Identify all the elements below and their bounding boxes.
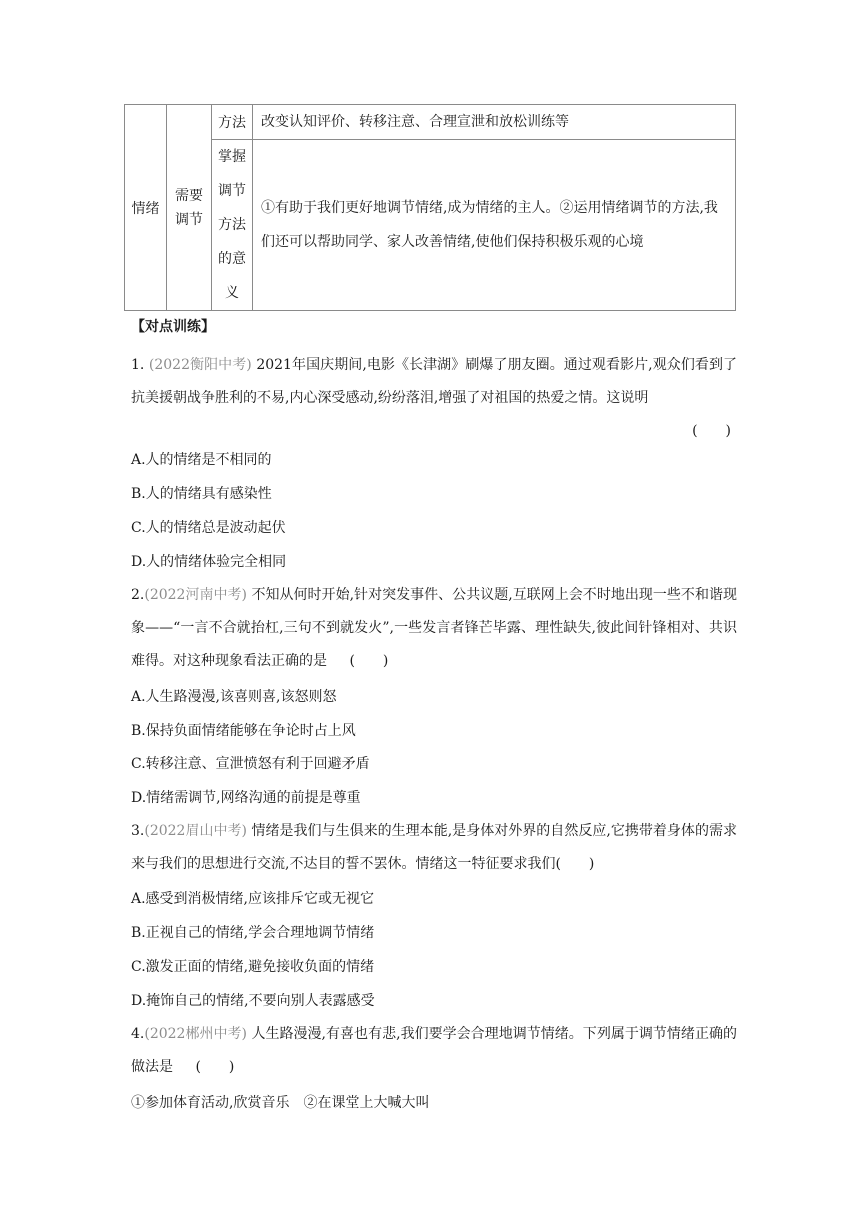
option-4-statements: ①参加体育活动,欣赏音乐 ②在课堂上大喊大叫 xyxy=(131,1095,430,1111)
emotion-regulation-table xyxy=(124,104,736,311)
question-4 xyxy=(131,1018,737,1084)
question-2 xyxy=(131,579,737,678)
question-number: 4. xyxy=(131,1026,145,1042)
method-label: 方法 xyxy=(218,115,246,131)
question-stem: 情绪是我们与生俱来的生理本能,是身体对外界的自然反应,它携带着身体的需求来与我们的思想进行交流,不达目的誓不罢休。情绪这一特征要求我们 xyxy=(131,823,737,872)
answer-bracket: ( ) xyxy=(555,856,595,872)
section-heading: 【对点训练】 xyxy=(131,319,215,335)
question-1 xyxy=(131,349,737,448)
meaning-label: 掌握调节方法的意义 xyxy=(218,149,246,301)
method-content-cell xyxy=(253,105,736,140)
option-3a[interactable]: A.感受到消极情绪,应该排斥它或无视它 xyxy=(131,891,375,907)
question-number: 2. xyxy=(131,587,145,603)
question-stem: 2021年国庆期间,电影《长津湖》刷爆了朋友圈。通过观看影片,观众们看到了抗美援朝战争胜利的不易,内心深受感动,纷纷落泪,增强了对祖国的热爱之情。这说明 xyxy=(131,357,738,406)
question-3 xyxy=(131,815,737,881)
answer-bracket: ( ) xyxy=(195,1059,235,1075)
question-source: (2022眉山中考) xyxy=(144,823,247,839)
option-2b[interactable]: B.保持负面情绪能够在争论时占上风 xyxy=(131,723,356,739)
method-content: 改变认知评价、转移注意、合理宣泄和放松训练等 xyxy=(261,114,569,130)
meaning-content-cell xyxy=(253,140,736,311)
option-1a[interactable]: A.人的情绪是不相同的 xyxy=(131,452,272,468)
option-2c[interactable]: C.转移注意、宣泄愤怒有利于回避矛盾 xyxy=(131,756,370,772)
method-label-cell xyxy=(212,105,253,140)
category-label: 情绪 xyxy=(131,200,160,217)
option-3d[interactable]: D.掩饰自己的情绪,不要向别人表露感受 xyxy=(131,993,375,1009)
option-3c[interactable]: C.激发正面的情绪,避免接收负面的情绪 xyxy=(131,959,375,975)
question-stem: 不知从何时开始,针对突发事件、公共议题,互联网上会不时地出现一些不和谐现象——“一言不合就抬杠,三句不到就发火”,一些发言者锋芒毕露、理性缺失,彼此间针锋相对、共识难得。对这种现象看法正确的是 xyxy=(131,587,737,669)
question-source: (2022河南中考) xyxy=(144,587,247,603)
option-3b[interactable]: B.正视自己的情绪,学会合理地调节情绪 xyxy=(131,925,375,941)
question-source: (2022衡阳中考) xyxy=(148,357,252,373)
subcategory-cell xyxy=(167,105,212,311)
question-number: 1. xyxy=(131,357,145,373)
option-1d[interactable]: D.人的情绪体验完全相同 xyxy=(131,554,287,570)
question-source: (2022郴州中考) xyxy=(144,1026,247,1042)
option-1b[interactable]: B.人的情绪具有感染性 xyxy=(131,486,272,502)
category-cell xyxy=(125,105,167,311)
question-stem: 人生路漫漫,有喜也有悲,我们要学会合理地调节情绪。下列属于调节情绪正确的做法是 xyxy=(131,1026,737,1075)
meaning-content: ①有助于我们更好地调节情绪,成为情绪的主人。②运用情绪调节的方法,我们还可以帮助同学、家人改善情绪,使他们保持积极乐观的心境 xyxy=(261,200,718,250)
option-2d[interactable]: D.情绪需调节,网络沟通的前提是尊重 xyxy=(131,790,361,806)
answer-bracket: ( ) xyxy=(349,653,389,669)
subcategory-label: 需要调节 xyxy=(175,187,203,228)
question-number: 3. xyxy=(131,823,145,839)
meaning-label-cell xyxy=(212,140,253,311)
option-2a[interactable]: A.人生路漫漫,该喜则喜,该怒则怒 xyxy=(131,689,337,705)
answer-bracket: ( ) xyxy=(692,423,731,439)
option-1c[interactable]: C.人的情绪总是波动起伏 xyxy=(131,520,286,536)
